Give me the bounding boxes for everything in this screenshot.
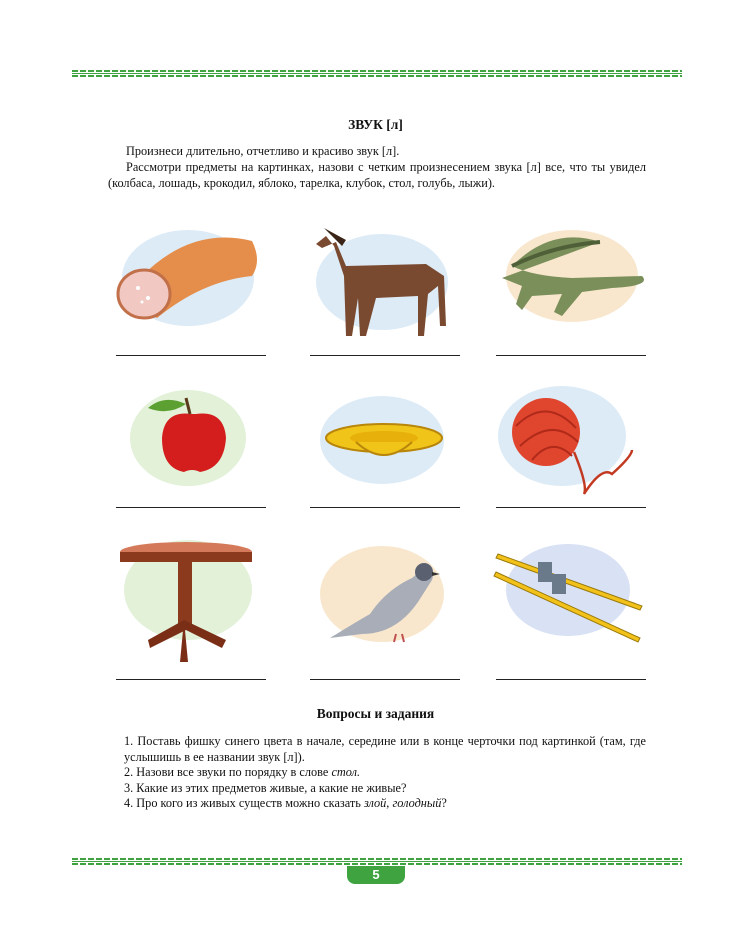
plate-picture: [306, 376, 458, 526]
page-title: ЗВУК [л]: [348, 117, 403, 132]
intro-line-1: Произнеси длительно, отчетливо и красиво звук [л].: [126, 144, 400, 158]
horse-picture: [306, 206, 458, 356]
apple-picture: [112, 376, 264, 526]
table-picture: [112, 530, 264, 680]
answer-line-2: [310, 355, 460, 356]
task-1: 1. Поставь фишку синего цвета в начале, середине или в конце черточки под картинкой (там, где услышишь в ее названии звук [л]).: [124, 734, 646, 764]
task-3: 3. Какие из этих предметов живые, а какие не живые?: [124, 780, 407, 795]
page-number: 5: [347, 866, 405, 884]
pigeon-picture: [306, 530, 458, 680]
answer-line-9: [496, 679, 646, 680]
answer-line-4: [116, 507, 266, 508]
bottom-border: [72, 858, 682, 865]
intro-line-2: Рассмотри предметы на картинках, назови с четким произнесением звука [л] все, что ты увидел (колбаса, лошадь, крокодил, яблоко, тарелка, клубок, стол, голубь, лыжи).: [108, 160, 646, 190]
task-2-word: стол.: [331, 765, 361, 779]
task-4-end: ?: [441, 796, 447, 810]
answer-line-1: [116, 355, 266, 356]
yarn-ball-picture: [492, 376, 644, 526]
crocodile-picture: [492, 206, 644, 356]
task-2-text: 2. Назови все звуки по порядку в слове: [124, 765, 332, 779]
answer-line-7: [116, 679, 266, 680]
task-4-word-1: злой: [363, 796, 387, 810]
answer-line-3: [496, 355, 646, 356]
top-border: [72, 70, 682, 77]
sausage-picture: [112, 206, 264, 356]
task-2: [124, 765, 646, 781]
answer-line-8: [310, 679, 460, 680]
answer-line-6: [496, 507, 646, 508]
tasks-list: [124, 734, 646, 812]
task-4: [124, 796, 646, 812]
intro-text: [108, 143, 646, 191]
answer-line-5: [310, 507, 460, 508]
questions-heading: Вопросы и задания: [316, 706, 435, 721]
skis-picture: [492, 530, 644, 680]
task-4-text: 4. Про кого из живых существ можно сказать: [124, 796, 364, 810]
task-4-word-2: голодный: [392, 796, 442, 810]
task-4-separator: ,: [386, 796, 393, 810]
